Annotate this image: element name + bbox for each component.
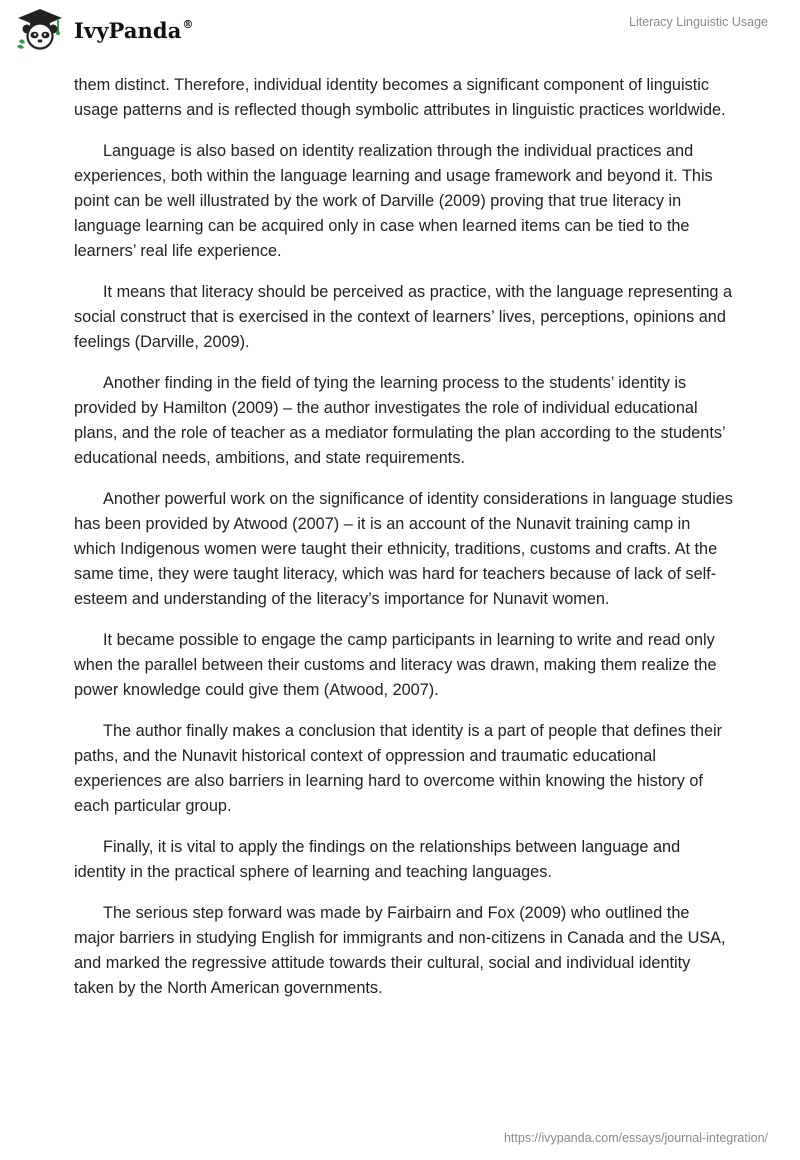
paragraph: them distinct. Therefore, individual identity becomes a significant component of linguistic usage patterns and is reflected though symbolic attributes in linguistic practices worldwide. (74, 76, 726, 119)
paragraph: The serious step forward was made by Fairbairn and Fox (2009) who outlined the major barriers in studying English for immigrants and non-citizens in Canada and the USA, and marked the regressive attitude towards their cultural, social and individual identity taken by the North American governments. (74, 904, 726, 997)
paragraph: The author finally makes a conclusion that identity is a part of people that defines their paths, and the Nunavit historical context of oppression and traumatic educational experiences are also barriers in learning hard to overcome within knowing the history of each particular group. (74, 722, 723, 815)
page-header (0, 0, 800, 60)
running-title: Literacy Linguistic Usage (629, 15, 768, 29)
ivypanda-logo[interactable] (14, 7, 194, 51)
paragraph: Finally, it is vital to apply the findings on the relationships between language and identity in the practical sphere of learning and teaching languages. (74, 838, 681, 881)
panda-graduate-icon (14, 7, 66, 51)
paragraph: It became possible to engage the camp participants in learning to write and read only when the parallel between their customs and literacy was drawn, making them realize the power knowledge could give them (Atwood, 2007). (74, 631, 717, 699)
paragraph: Another finding in the field of tying the learning process to the students’ identity is provided by Hamilton (2009) – the author investigates the role of individual educational plans, and the role of teacher as a mediator formulating the plan according to the students’ educational needs, ambitions, and state requirements. (74, 374, 726, 467)
registered-mark: ® (182, 17, 194, 31)
paragraph: Language is also based on identity realization through the individual practices and experiences, both within the language learning and usage framework and beyond it. This point can be well illustrated by the work of Darville (2009) proving that true literacy in language learning can be acquired only in case when learned items can be tied to the learners’ real life experience. (74, 142, 713, 260)
source-url[interactable]: https://ivypanda.com/essays/journal-integration/ (503, 1131, 768, 1145)
brand-name: IvyPanda® (74, 17, 194, 43)
essay-body (74, 73, 734, 1017)
paragraph: Another powerful work on the significance of identity considerations in language studies has been provided by Atwood (2007) – it is an account of the Nunavit training camp in which Indigenous women were taught their ethnicity, traditions, customs and crafts. At the same time, they were taught literacy, which was hard for teachers because of lack of self-esteem and understanding of the literacy’s importance for Nunavit women. (74, 490, 733, 608)
paragraph: It means that literacy should be perceived as practice, with the language representing a social construct that is exercised in the context of learners’ lives, perceptions, opinions and feelings (Darville, 2009). (74, 283, 733, 351)
